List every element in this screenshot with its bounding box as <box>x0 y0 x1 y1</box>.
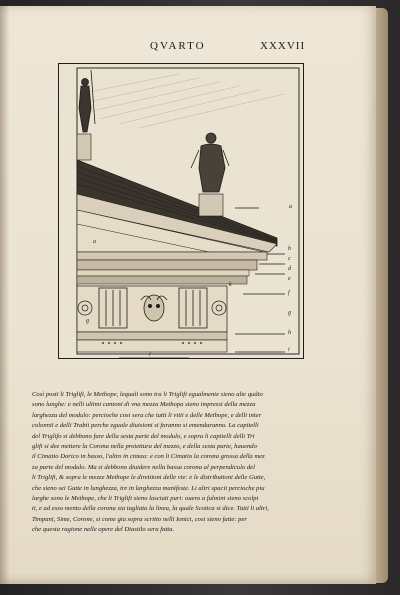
plate-label-i: i <box>288 347 290 353</box>
doric-entablature-illustration <box>59 64 305 360</box>
plate-label-left-a: a <box>93 239 96 245</box>
body-line: li Triglifi, & sopra le mezze Methope le direttioni delle vie: e le distributioni delle Gutte, <box>32 474 266 482</box>
plate-label-b: b <box>288 246 291 252</box>
body-line: za parte del modulo. Ma si debbono diuidere nella bassa corona al perpendiculo del <box>32 463 255 471</box>
body-line: che questa ragione nelle opere del Diastilo sera fatta. <box>32 526 175 534</box>
body-line: glifi si dee mettere la Corona nella proiettura del mezzo, e della sesta parte, hauendo <box>32 443 257 451</box>
body-text <box>32 390 362 536</box>
plate-label-c: c <box>288 256 291 262</box>
plate-label-a: a <box>289 204 292 210</box>
running-header <box>150 40 370 54</box>
plate-label-f: f <box>288 290 290 296</box>
plate-label-e: e <box>288 276 291 282</box>
body-line: larghezza del modulo: percioche cosi sera che tutti li vitii e delle Methope, e delli inter <box>32 411 262 419</box>
body-line: Timpani, Sime, Corone, si come gia sopra scritto nelli Ionici, cosi sieno fatte: per <box>32 515 247 523</box>
plate-label-left-g: g <box>86 318 89 324</box>
gutter-shadow <box>0 6 10 584</box>
body-line: colonnii e delli Trabii perche eguale diuisioni si faranno si emendaranno. La capitelli <box>32 422 259 430</box>
plate-label-h: h <box>288 330 291 336</box>
plate-label-l: l <box>149 352 151 358</box>
plate-label-k: k <box>229 282 232 288</box>
body-line: il Cimatio Dorico in basso, l'altro in cimaa: e con li Cimatio la corona grossa della mez <box>32 453 265 461</box>
body-line: Così posti li Triglifi, le Methope, lequali sono tra li Triglifi egualmente sieno alte quãto <box>32 391 263 398</box>
plate-label-g: g <box>288 310 291 316</box>
plate-label-d: d <box>288 266 291 272</box>
body-line: sono lunghe: e nelli ultimi cantoni di vna mezza Methopa sieno impressi della mezza <box>32 401 256 409</box>
woodcut-plate <box>58 63 304 359</box>
body-line: del Triglifo si debbono fare della sesta parte del modulo, e sopra li capitelli delli Tri <box>32 432 255 440</box>
page-number: XXXVII <box>260 40 306 52</box>
body-line: che sieno sei Gutte in lunghezza, tre in larghezza manifeste. Li altri spacii percioche piu <box>32 484 265 492</box>
header-title: QVARTO <box>150 40 206 52</box>
body-line: ti, e ad esso mento della corona sia tagliata la linea, la quale Scotica si dice. Tutti li altri, <box>32 505 269 513</box>
body-line: larghe sono le Methope, che li Triglifi sieno lasciati puri: ouero a fulmini sieno scolpi <box>32 495 259 503</box>
